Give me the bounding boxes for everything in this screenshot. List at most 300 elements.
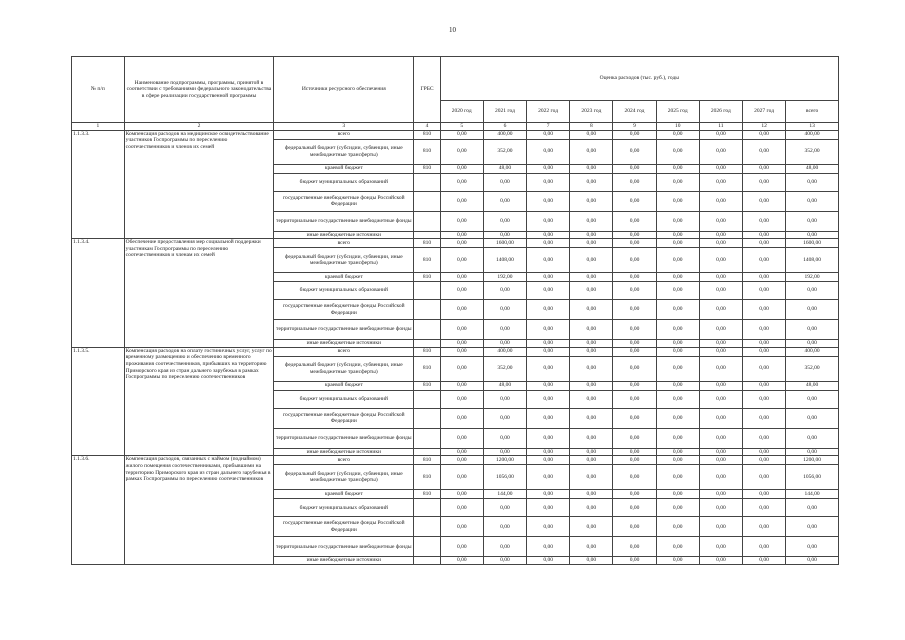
grbs-cell: 810: [414, 164, 440, 173]
value-cell: 0,00: [440, 490, 483, 499]
value-cell: 0,00: [570, 347, 613, 356]
total-cell: 0,00: [786, 499, 839, 517]
value-cell: 0,00: [742, 390, 785, 408]
total-cell: 0,00: [786, 390, 839, 408]
value-cell: 0,00: [656, 448, 699, 456]
value-cell: 0,00: [656, 300, 699, 320]
value-cell: 0,00: [483, 340, 526, 348]
total-cell: 0,00: [786, 557, 839, 565]
value-cell: 0,00: [613, 465, 656, 490]
value-cell: 0,00: [656, 191, 699, 211]
value-cell: 0,00: [656, 499, 699, 517]
value-cell: 0,00: [613, 139, 656, 164]
grbs-cell: 810: [414, 239, 440, 248]
grbs-cell: [414, 499, 440, 517]
header-estimate: Оценка расходов (тыс. руб.), годы: [440, 57, 838, 101]
value-cell: 0,00: [699, 381, 742, 390]
value-cell: 0,00: [742, 130, 785, 139]
value-cell: 0,00: [440, 164, 483, 173]
column-index: 5: [440, 123, 483, 131]
value-cell: 0,00: [613, 239, 656, 248]
source-cell: территориальные государственные внебюджетные фонды: [274, 428, 414, 448]
value-cell: 0,00: [527, 282, 570, 300]
value-cell: 0,00: [613, 537, 656, 557]
page-number: 10: [449, 26, 456, 34]
value-cell: 0,00: [483, 428, 526, 448]
header-grbs: ГРБС: [414, 57, 440, 123]
total-cell: 1600,00: [786, 239, 839, 248]
value-cell: 0,00: [527, 211, 570, 231]
section-code: 1.1.3.6.: [72, 456, 125, 565]
value-cell: 0,00: [527, 557, 570, 565]
source-cell: бюджет муниципальных образований: [274, 499, 414, 517]
value-cell: 0,00: [742, 456, 785, 465]
value-cell: 0,00: [699, 273, 742, 282]
value-cell: 0,00: [613, 248, 656, 273]
value-cell: 0,00: [527, 456, 570, 465]
value-cell: 0,00: [699, 537, 742, 557]
value-cell: 0,00: [613, 448, 656, 456]
total-cell: 1200,00: [786, 456, 839, 465]
value-cell: 0,00: [527, 537, 570, 557]
total-cell: 0,00: [786, 340, 839, 348]
source-cell: территориальные государственные внебюджетные фонды: [274, 537, 414, 557]
value-cell: 0,00: [440, 340, 483, 348]
value-cell: 0,00: [483, 300, 526, 320]
total-cell: 0,00: [786, 211, 839, 231]
source-cell: территориальные государственные внебюджетные фонды: [274, 320, 414, 340]
column-index: 9: [613, 123, 656, 131]
value-cell: 0,00: [656, 356, 699, 381]
value-cell: 0,00: [440, 390, 483, 408]
value-cell: 0,00: [656, 340, 699, 348]
value-cell: 0,00: [742, 408, 785, 428]
column-index: 7: [527, 123, 570, 131]
grbs-cell: 810: [414, 139, 440, 164]
value-cell: 0,00: [570, 173, 613, 191]
value-cell: 0,00: [613, 231, 656, 239]
section-name: Обеспечение предоставления мер социальной поддержки участникам Госпрограммы по переселению соотечественников и членам их семей: [124, 239, 274, 348]
value-cell: 0,00: [656, 537, 699, 557]
value-cell: 0,00: [527, 517, 570, 537]
value-cell: 0,00: [440, 537, 483, 557]
source-cell: федеральный бюджет (субсидии, субвенции, иные межбюджетные трансферты): [274, 465, 414, 490]
source-cell: краевой бюджет: [274, 381, 414, 390]
section-name: Компенсация расходов, связанных с наймом (поднаймом) жилого помещения соотечественниками, прибывшими на территорию Приморского края из стран дальнего зарубежья в рамках Госпрограммы по переселению соотечественников: [124, 456, 274, 565]
value-cell: 1408,00: [483, 248, 526, 273]
source-cell: бюджет муниципальных образований: [274, 390, 414, 408]
value-cell: 0,00: [742, 300, 785, 320]
grbs-cell: [414, 282, 440, 300]
value-cell: 0,00: [699, 340, 742, 348]
value-cell: 0,00: [527, 248, 570, 273]
column-index-row: [72, 123, 839, 131]
value-cell: 0,00: [440, 456, 483, 465]
value-cell: 0,00: [527, 408, 570, 428]
value-cell: 0,00: [527, 347, 570, 356]
grbs-cell: [414, 448, 440, 456]
value-cell: 0,00: [613, 490, 656, 499]
column-index: 4: [414, 123, 440, 131]
source-cell: государственные внебюджетные фонды Российской Федерации: [274, 517, 414, 537]
total-cell: 48,00: [786, 381, 839, 390]
value-cell: 0,00: [570, 130, 613, 139]
value-cell: 0,00: [613, 191, 656, 211]
total-cell: 192,00: [786, 273, 839, 282]
value-cell: 0,00: [699, 164, 742, 173]
value-cell: 0,00: [742, 173, 785, 191]
value-cell: 0,00: [483, 320, 526, 340]
value-cell: 0,00: [656, 557, 699, 565]
value-cell: 0,00: [613, 173, 656, 191]
value-cell: 1056,00: [483, 465, 526, 490]
value-cell: 48,00: [483, 381, 526, 390]
value-cell: 0,00: [613, 456, 656, 465]
value-cell: 0,00: [440, 381, 483, 390]
header-sources: Источники ресурсного обеспечения: [274, 57, 414, 123]
value-cell: 0,00: [570, 390, 613, 408]
value-cell: 0,00: [656, 282, 699, 300]
value-cell: 0,00: [570, 517, 613, 537]
total-cell: 48,00: [786, 164, 839, 173]
value-cell: 0,00: [527, 390, 570, 408]
value-cell: 0,00: [742, 517, 785, 537]
value-cell: 0,00: [656, 465, 699, 490]
value-cell: 0,00: [527, 139, 570, 164]
grbs-cell: 810: [414, 465, 440, 490]
section-code: 1.1.3.3.: [72, 130, 125, 239]
value-cell: 0,00: [527, 340, 570, 348]
value-cell: 0,00: [699, 499, 742, 517]
value-cell: 0,00: [699, 248, 742, 273]
value-cell: 0,00: [742, 239, 785, 248]
header-year: 2025 год: [656, 101, 699, 123]
value-cell: 0,00: [440, 465, 483, 490]
value-cell: 352,00: [483, 356, 526, 381]
value-cell: 0,00: [570, 239, 613, 248]
grbs-cell: 810: [414, 273, 440, 282]
grbs-cell: [414, 557, 440, 565]
value-cell: 0,00: [570, 139, 613, 164]
value-cell: 48,00: [483, 164, 526, 173]
grbs-cell: [414, 390, 440, 408]
value-cell: 0,00: [742, 557, 785, 565]
value-cell: 0,00: [699, 428, 742, 448]
value-cell: 0,00: [613, 347, 656, 356]
grbs-cell: 810: [414, 490, 440, 499]
value-cell: 0,00: [440, 499, 483, 517]
value-cell: 0,00: [570, 211, 613, 231]
value-cell: 0,00: [742, 381, 785, 390]
value-cell: 0,00: [699, 191, 742, 211]
table-row-total-row: [72, 130, 839, 139]
value-cell: 0,00: [742, 490, 785, 499]
value-cell: 0,00: [570, 273, 613, 282]
grbs-cell: [414, 320, 440, 340]
value-cell: 0,00: [483, 517, 526, 537]
value-cell: 0,00: [527, 239, 570, 248]
value-cell: 400,00: [483, 130, 526, 139]
value-cell: 0,00: [699, 465, 742, 490]
value-cell: 0,00: [613, 300, 656, 320]
value-cell: 0,00: [699, 347, 742, 356]
value-cell: 0,00: [570, 490, 613, 499]
value-cell: 0,00: [440, 300, 483, 320]
column-index: 11: [699, 123, 742, 131]
total-cell: 0,00: [786, 517, 839, 537]
value-cell: 0,00: [440, 320, 483, 340]
value-cell: 0,00: [742, 537, 785, 557]
value-cell: 0,00: [483, 448, 526, 456]
value-cell: 0,00: [699, 300, 742, 320]
header-total: всего: [786, 101, 839, 123]
value-cell: 0,00: [742, 347, 785, 356]
value-cell: 0,00: [742, 191, 785, 211]
value-cell: 0,00: [440, 356, 483, 381]
value-cell: 0,00: [483, 537, 526, 557]
value-cell: 0,00: [613, 390, 656, 408]
value-cell: 352,00: [483, 139, 526, 164]
value-cell: 0,00: [570, 282, 613, 300]
value-cell: 0,00: [656, 164, 699, 173]
value-cell: 0,00: [613, 211, 656, 231]
value-cell: 0,00: [742, 465, 785, 490]
value-cell: 0,00: [656, 408, 699, 428]
value-cell: 0,00: [440, 173, 483, 191]
value-cell: 1600,00: [483, 239, 526, 248]
source-cell: федеральный бюджет (субсидии, субвенции, иные межбюджетные трансферты): [274, 356, 414, 381]
value-cell: 0,00: [656, 347, 699, 356]
total-cell: 0,00: [786, 320, 839, 340]
value-cell: 0,00: [570, 164, 613, 173]
value-cell: 0,00: [570, 340, 613, 348]
value-cell: 0,00: [656, 320, 699, 340]
value-cell: 0,00: [570, 499, 613, 517]
total-cell: 400,00: [786, 347, 839, 356]
table-row-total-row: [72, 239, 839, 248]
source-cell: иные внебюджетные источники: [274, 448, 414, 456]
grbs-cell: 810: [414, 356, 440, 381]
value-cell: 0,00: [613, 557, 656, 565]
value-cell: 0,00: [440, 130, 483, 139]
grbs-cell: 810: [414, 248, 440, 273]
section-name: Компенсация расходов на медицинское освидетельствование участников Госпрограммы по переселению соотечественников и членов их семей: [124, 130, 274, 239]
grbs-cell: 810: [414, 130, 440, 139]
grbs-cell: [414, 340, 440, 348]
value-cell: 0,00: [527, 356, 570, 381]
value-cell: 0,00: [699, 139, 742, 164]
value-cell: 0,00: [483, 211, 526, 231]
value-cell: 0,00: [613, 356, 656, 381]
table-header: [72, 57, 839, 131]
value-cell: 0,00: [742, 320, 785, 340]
value-cell: 0,00: [570, 557, 613, 565]
value-cell: 0,00: [527, 273, 570, 282]
section-code: 1.1.3.5.: [72, 347, 125, 456]
value-cell: 0,00: [742, 139, 785, 164]
value-cell: 0,00: [742, 428, 785, 448]
value-cell: 0,00: [570, 456, 613, 465]
value-cell: 0,00: [699, 456, 742, 465]
value-cell: 0,00: [527, 428, 570, 448]
value-cell: 0,00: [699, 130, 742, 139]
value-cell: 0,00: [699, 211, 742, 231]
value-cell: 0,00: [527, 191, 570, 211]
header-year: 2023 год: [570, 101, 613, 123]
source-cell: всего: [274, 347, 414, 356]
value-cell: 0,00: [527, 173, 570, 191]
value-cell: 0,00: [742, 340, 785, 348]
value-cell: 0,00: [656, 173, 699, 191]
value-cell: 0,00: [613, 130, 656, 139]
expense-table: [71, 56, 839, 565]
value-cell: 0,00: [483, 408, 526, 428]
value-cell: 0,00: [570, 356, 613, 381]
value-cell: 0,00: [440, 139, 483, 164]
value-cell: 0,00: [440, 428, 483, 448]
value-cell: 0,00: [483, 173, 526, 191]
column-index: 10: [656, 123, 699, 131]
header-name: Наименование подпрограммы, программы, принятой в соответствии с требованиями федерального законодательства в сфере реализации государственной программы: [124, 57, 274, 123]
source-cell: краевой бюджет: [274, 273, 414, 282]
value-cell: 0,00: [742, 499, 785, 517]
value-cell: 0,00: [742, 231, 785, 239]
column-index: 12: [742, 123, 785, 131]
value-cell: 0,00: [570, 231, 613, 239]
value-cell: 0,00: [699, 490, 742, 499]
grbs-cell: 810: [414, 456, 440, 465]
grbs-cell: [414, 517, 440, 537]
grbs-cell: [414, 408, 440, 428]
value-cell: 0,00: [613, 320, 656, 340]
value-cell: 0,00: [570, 465, 613, 490]
grbs-cell: [414, 211, 440, 231]
grbs-cell: [414, 537, 440, 557]
value-cell: 0,00: [699, 239, 742, 248]
source-cell: федеральный бюджет (субсидии, субвенции, иные межбюджетные трансферты): [274, 248, 414, 273]
column-index: 2: [124, 123, 274, 131]
header-year: 2021 год: [483, 101, 526, 123]
header-year: 2022 год: [527, 101, 570, 123]
value-cell: 0,00: [613, 499, 656, 517]
value-cell: 0,00: [440, 273, 483, 282]
value-cell: 0,00: [570, 300, 613, 320]
value-cell: 0,00: [613, 164, 656, 173]
value-cell: 0,00: [440, 347, 483, 356]
value-cell: 0,00: [570, 248, 613, 273]
source-cell: бюджет муниципальных образований: [274, 282, 414, 300]
source-cell: всего: [274, 239, 414, 248]
source-cell: иные внебюджетные источники: [274, 340, 414, 348]
table-row-total-row: [72, 347, 839, 356]
value-cell: 0,00: [440, 239, 483, 248]
grbs-cell: 810: [414, 381, 440, 390]
total-cell: 144,00: [786, 490, 839, 499]
value-cell: 0,00: [699, 557, 742, 565]
value-cell: 0,00: [570, 381, 613, 390]
value-cell: 0,00: [483, 390, 526, 408]
value-cell: 0,00: [656, 381, 699, 390]
value-cell: 0,00: [656, 428, 699, 448]
value-cell: 0,00: [613, 408, 656, 428]
value-cell: 0,00: [440, 231, 483, 239]
value-cell: 0,00: [483, 282, 526, 300]
value-cell: 400,00: [483, 347, 526, 356]
value-cell: 0,00: [656, 211, 699, 231]
value-cell: 0,00: [440, 191, 483, 211]
value-cell: 0,00: [742, 248, 785, 273]
value-cell: 0,00: [699, 408, 742, 428]
value-cell: 0,00: [613, 517, 656, 537]
value-cell: 0,00: [527, 499, 570, 517]
section-name: Компенсация расходов на оплату гостиничных услуг, услуг по временному размещению и обеспечению временного проживания соотечественников, прибывших на территорию Приморского края из стран дальнего зарубежья в рамках Госпрограммы по переселению соотечественников: [124, 347, 274, 456]
value-cell: 0,00: [742, 282, 785, 300]
value-cell: 0,00: [656, 239, 699, 248]
value-cell: 0,00: [613, 340, 656, 348]
value-cell: 0,00: [656, 130, 699, 139]
value-cell: 0,00: [527, 320, 570, 340]
value-cell: 0,00: [656, 231, 699, 239]
source-cell: федеральный бюджет (субсидии, субвенции, иные межбюджетные трансферты): [274, 139, 414, 164]
total-cell: 352,00: [786, 356, 839, 381]
total-cell: 0,00: [786, 282, 839, 300]
source-cell: территориальные государственные внебюджетные фонды: [274, 211, 414, 231]
total-cell: 0,00: [786, 428, 839, 448]
total-cell: 1408,00: [786, 248, 839, 273]
total-cell: 352,00: [786, 139, 839, 164]
value-cell: 0,00: [742, 164, 785, 173]
header-year: 2024 год: [613, 101, 656, 123]
value-cell: 0,00: [742, 356, 785, 381]
source-cell: государственные внебюджетные фонды Российской Федерации: [274, 300, 414, 320]
value-cell: 0,00: [656, 273, 699, 282]
value-cell: 0,00: [656, 390, 699, 408]
grbs-cell: [414, 300, 440, 320]
value-cell: 0,00: [570, 537, 613, 557]
value-cell: 0,00: [570, 191, 613, 211]
column-index: 13: [786, 123, 839, 131]
column-index: 6: [483, 123, 526, 131]
column-index: 8: [570, 123, 613, 131]
value-cell: 0,00: [656, 456, 699, 465]
header-year: 2026 год: [699, 101, 742, 123]
section-code: 1.1.3.4.: [72, 239, 125, 348]
value-cell: 0,00: [527, 381, 570, 390]
value-cell: 0,00: [699, 320, 742, 340]
total-cell: 1056,00: [786, 465, 839, 490]
source-cell: краевой бюджет: [274, 490, 414, 499]
value-cell: 0,00: [613, 381, 656, 390]
grbs-cell: [414, 173, 440, 191]
value-cell: 0,00: [440, 517, 483, 537]
value-cell: 0,00: [483, 499, 526, 517]
value-cell: 0,00: [742, 448, 785, 456]
value-cell: 0,00: [699, 282, 742, 300]
table-row-total-row: [72, 456, 839, 465]
value-cell: 0,00: [699, 390, 742, 408]
value-cell: 1200,00: [483, 456, 526, 465]
value-cell: 0,00: [483, 557, 526, 565]
value-cell: 0,00: [570, 320, 613, 340]
value-cell: 0,00: [527, 164, 570, 173]
value-cell: 0,00: [570, 448, 613, 456]
table-body: [72, 130, 839, 564]
value-cell: 0,00: [440, 282, 483, 300]
value-cell: 0,00: [656, 517, 699, 537]
column-index: 3: [274, 123, 414, 131]
value-cell: 0,00: [656, 139, 699, 164]
total-cell: 0,00: [786, 173, 839, 191]
